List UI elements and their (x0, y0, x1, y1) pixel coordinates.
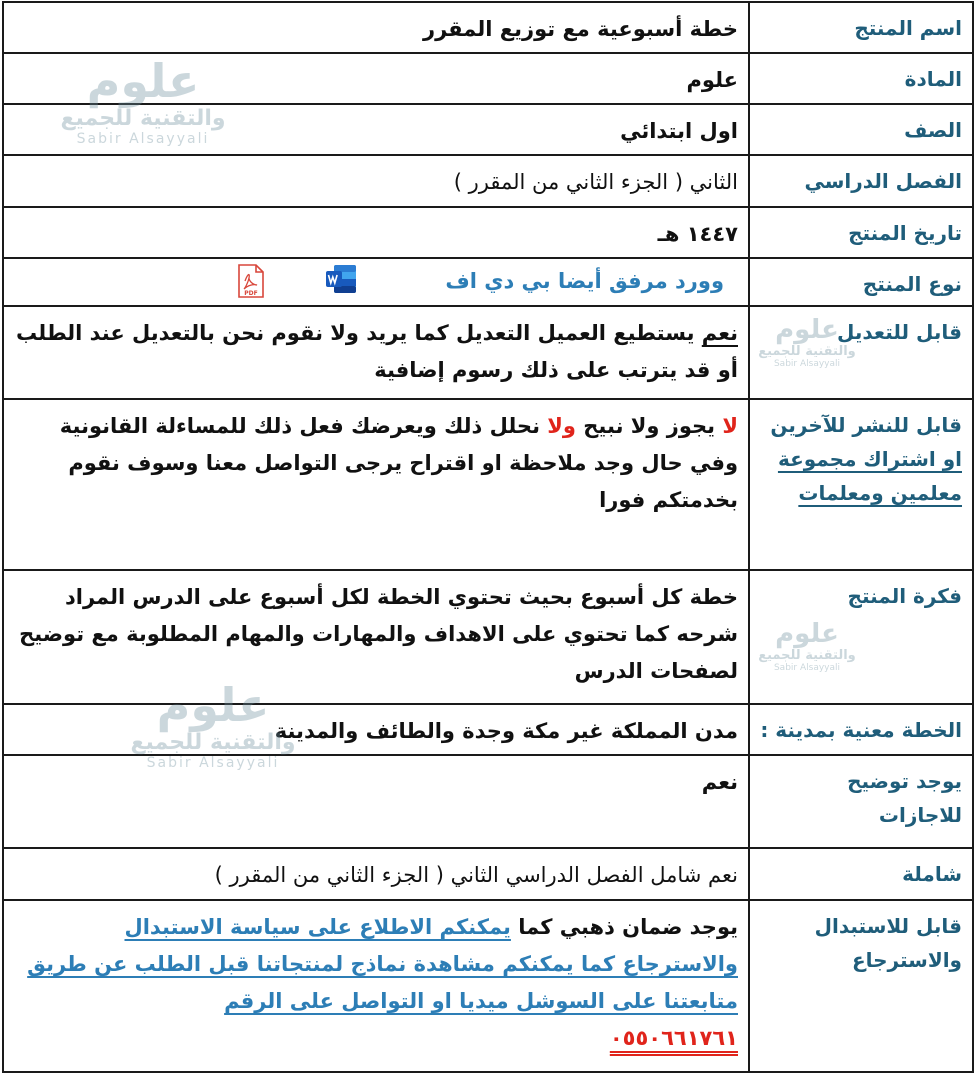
label-exchange: قابل للاستبدال والاسترجاع (749, 900, 973, 1072)
value-comprehensive: نعم شامل الفصل الدراسي الثاني ( الجزء الثاني من المقرر ) (3, 848, 749, 900)
label-grade: الصف (749, 104, 973, 155)
svg-text:PDF: PDF (244, 290, 258, 297)
watermark-logo: علوم والتقنية للجميع Sabir Alsayyali (130, 678, 296, 771)
label-idea: فكرة المنتج (749, 570, 973, 704)
row-holidays (3, 755, 973, 848)
row-term (3, 155, 973, 207)
watermark-logo: علوم والتقنية للجميع Sabir Alsayyali (60, 54, 226, 147)
value-type-cell (3, 258, 749, 306)
row-comprehensive (3, 848, 973, 900)
label-city: الخطة معنية بمدينة : (749, 704, 973, 755)
row-date (3, 207, 973, 258)
value-publish (3, 399, 749, 570)
label-subject: المادة (749, 53, 973, 104)
word-icon (324, 263, 358, 295)
value-type: وورد مرفق أيضا بي دي اف (445, 269, 724, 293)
value-holidays: نعم (3, 755, 749, 848)
row-grade (3, 104, 973, 155)
publish-label-a: قابل للنشر للآخرين (770, 413, 962, 437)
exchange-policy-link[interactable]: يمكنكم الاطلاع على سياسة الاستبدال والاسترجاع كما يمكنكم مشاهدة نماذج لمنتجاتنا قبل الطلب عن طريق متابعتنا على السوشل ميديا او التواصل على الرقم (27, 915, 738, 1013)
publish-no-2: ولا (547, 414, 576, 438)
publish-part-1: يجوز ولا نبيح (575, 414, 723, 438)
label-product-name: اسم المنتج (749, 2, 973, 53)
value-editable (3, 306, 749, 399)
label-holidays: يوجد توضيح للاجازات (749, 755, 973, 848)
value-date: ١٤٤٧ هـ (3, 207, 749, 258)
publish-label-b: او اشتراك مجموعة معلمين ومعلمات (777, 447, 962, 505)
value-city: مدن المملكة غير مكة وجدة والطائف والمدينة (3, 704, 749, 755)
product-spec-table (2, 1, 974, 1073)
publish-part-2: نحلل ذلك ويعرضك فعل ذلك للمساءلة القانونية وفي حال وجد ملاحظة او اقتراح يرجى التواصل معنا وسوف نقوم بخدمتكم فورا (59, 414, 738, 512)
value-product-name: خطة أسبوعية مع توزيع المقرر (3, 2, 749, 53)
row-type (3, 258, 973, 306)
row-product-name (3, 2, 973, 53)
label-date: تاريخ المنتج (749, 207, 973, 258)
editable-text: يستطيع العميل التعديل كما يريد ولا نقوم نحن بالتعديل عند الطلب أو قد يترتب على ذلك رسوم إضافية (16, 321, 738, 382)
exchange-phone: ٠٥٥٠٦٦١٧٦١ (609, 1026, 738, 1050)
file-icons (236, 263, 358, 299)
row-city (3, 704, 973, 755)
label-term: الفصل الدراسي (749, 155, 973, 207)
value-grade: اول ابتدائي (3, 104, 749, 155)
row-publish (3, 399, 973, 570)
row-exchange (3, 900, 973, 1072)
row-idea (3, 570, 973, 704)
watermark-logo-small: علوم والتقنية للجميع Sabir Alsayyali (758, 619, 856, 673)
label-editable: قابل للتعديل (749, 306, 973, 399)
value-exchange (3, 900, 749, 1072)
value-idea: خطة كل أسبوع بحيث تحتوي الخطة لكل أسبوع على الدرس المراد شرحه كما تحتوي على الاهداف والمهارات والمهام المطلوبة مع توضيح لصفحات الدرس (3, 570, 749, 704)
row-subject (3, 53, 973, 104)
label-publish (749, 399, 973, 570)
label-type: نوع المنتج (749, 258, 973, 306)
editable-yes: نعم (701, 321, 738, 345)
publish-no-1: لا (722, 414, 738, 438)
value-term: الثاني ( الجزء الثاني من المقرر ) (3, 155, 749, 207)
pdf-icon (236, 263, 266, 299)
value-subject: علوم (3, 53, 749, 104)
row-editable (3, 306, 973, 399)
watermark-logo-small: علوم والتقنية للجميع Sabir Alsayyali (758, 315, 856, 369)
exchange-intro: يوجد ضمان ذهبي كما (510, 915, 738, 939)
label-comprehensive: شاملة (749, 848, 973, 900)
